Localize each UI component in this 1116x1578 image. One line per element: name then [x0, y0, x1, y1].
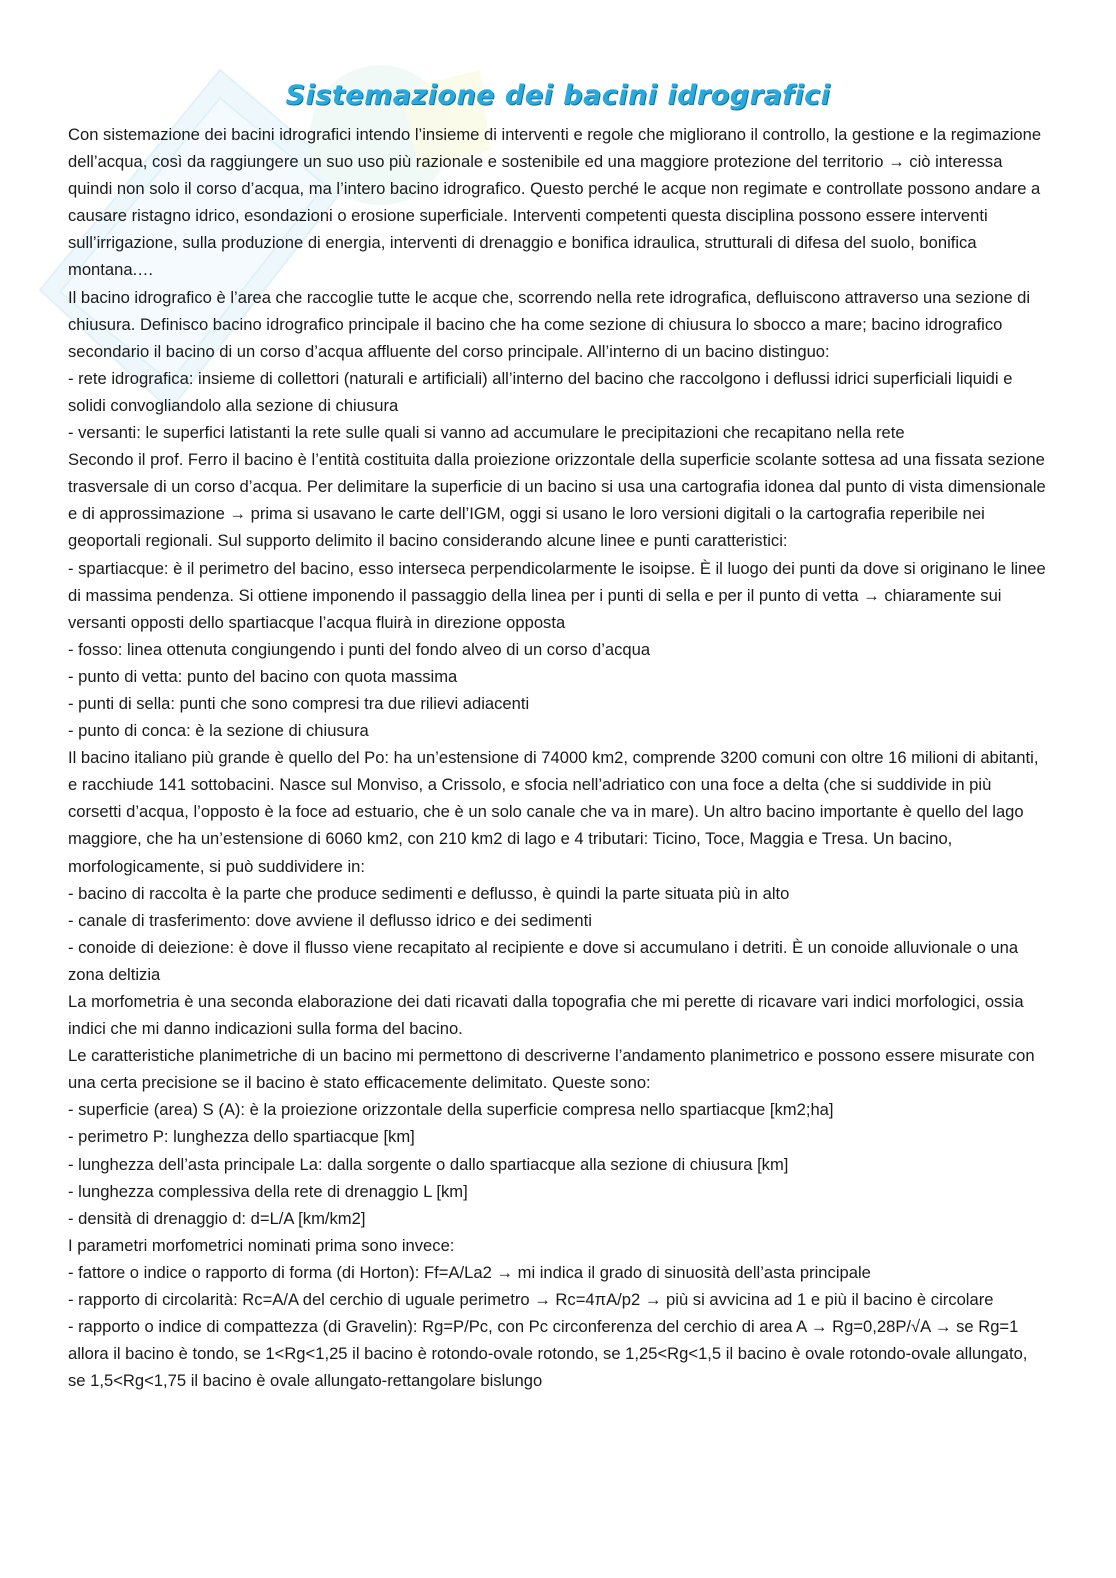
list-item: - versanti: le superfici latistanti la rete sulle quali si vanno ad accumulare le precipitazioni che recapitano nella rete: [68, 423, 905, 443]
list-item: - conoide di deiezione: è dove il flusso viene recapitato al recipiente e dove si accumulano i detriti. È un conoide alluvionale o una zona deltizia: [68, 937, 1019, 984]
list-item: - punto di vetta: punto del bacino con quota massima: [68, 666, 458, 686]
list-item: - rapporto o indice di compattezza (di Gravelin): Rg=P/Pc, con Pc circonferenza del cerchio di area A → Rg=0,28P/√A → se Rg=1 allora il bacino è tondo, se 1<Rg<1,25 il bacino è rotondo-ovale rotondo, se 1,25<Rg<1,5 il bacino è ovale rotondo-ovale allungato, se 1,5<Rg<1,75 il bacino è ovale allungato-rettangolare bislungo: [68, 1317, 1028, 1391]
paragraph: I parametri morfometrici nominati prima sono invece:: [68, 1235, 455, 1255]
paragraph: La morfometria è una seconda elaborazione dei dati ricavati dalla topografia che mi perette di ricavare vari indici morfologici, ossia indici che mi danno indicazioni sulla forma del bacino.: [68, 992, 1024, 1039]
list-item: - fattore o indice o rapporto di forma (di Horton): Ff=A/La2 → mi indica il grado di sinuosità dell’asta principale: [68, 1262, 871, 1282]
list-item: - superficie (area) S (A): è la proiezione orizzontale della superficie compresa nello spartiacque [km2;ha]: [68, 1100, 834, 1120]
list-item: - rapporto di circolarità: Rc=A/A del cerchio di uguale perimetro → Rc=4πA/p2 → più si avvicina ad 1 e più il bacino è circolare: [68, 1290, 994, 1310]
paragraph: Il bacino italiano più grande è quello del Po: ha un’estensione di 74000 km2, comprende 3200 comuni con oltre 16 milioni di abitanti, e racchiude 141 sottobacini. Nasce sul Monviso, a Crissolo, e sfocia nell’adriatico con una foce a delta (che si suddivide in più corsetti d’acqua, l’opposto è la foce ad estuario, che è un solo canale che va in mare). Un altro bacino importante è quello del lago maggiore, che ha un’estensione di 6060 km2, con 210 km2 di lago e 4 tributari: Ticino, Toce, Maggia e Tresa. Un bacino, morfologicamente, si può suddividere in:: [68, 748, 1039, 876]
list-item: - punto di conca: è la sezione di chiusura: [68, 721, 369, 741]
list-item: - lunghezza dell’asta principale La: dalla sorgente o dallo spartiacque alla sezione di chiusura [km]: [68, 1154, 789, 1174]
paragraph: Il bacino idrografico è l’area che raccoglie tutte le acque che, scorrendo nella rete idrografica, defluiscono attraverso una sezione di chiusura. Definisco bacino idrografico principale il bacino che ha come sezione di chiusura lo sbocco a mare; bacino idrografico secondario il bacino di un corso d’acqua affluente del corso principale. All’interno di un bacino distinguo:: [68, 287, 1031, 361]
list-item: - punti di sella: punti che sono compresi tra due rilievi adiacenti: [68, 693, 530, 713]
list-item: - perimetro P: lunghezza dello spartiacque [km]: [68, 1127, 415, 1147]
list-item: - rete idrografica: insieme di collettori (naturali e artificiali) all’interno del bacino che raccolgono i deflussi idrici superficiali liquidi e solidi convogliandolo alla sezione di chiusura: [68, 368, 1013, 415]
document-body: [68, 121, 1048, 1394]
document-title: Sistemazione dei bacini idrografici: [285, 80, 831, 111]
list-item: - densità di drenaggio d: d=L/A [km/km2]: [68, 1208, 366, 1228]
list-item: - lunghezza complessiva della rete di drenaggio L [km]: [68, 1181, 468, 1201]
list-item: - bacino di raccolta è la parte che produce sedimenti e deflusso, è quindi la parte situata più in alto: [68, 883, 790, 903]
paragraph: Secondo il prof. Ferro il bacino è l’entità costituita dalla proiezione orizzontale della superficie scolante sottesa ad una fissata sezione trasversale di un corso d’acqua. Per delimitare la superficie di un bacino si usa una cartografia idonea dal punto di vista dimensionale e di approssimazione → prima si usavano le carte dell’IGM, oggi si usano le loro versioni digitali o la cartografia reperibile nei geoportali regionali. Sul supporto delimito il bacino considerando alcune linee e punti caratteristici:: [68, 450, 1046, 551]
list-item: - spartiacque: è il perimetro del bacino, esso interseca perpendicolarmente le isoipse. È il luogo dei punti da dove si originano le linee di massima pendenza. Si ottiene imponendo il passaggio della linea per i punti di sella e per il punto di vetta → chiaramente sui versanti opposti dello spartiacque l’acqua fluirà in direzione opposta: [68, 558, 1046, 632]
list-item: - canale di trasferimento: dove avviene il deflusso idrico e dei sedimenti: [68, 910, 592, 930]
paragraph: Con sistemazione dei bacini idrografici intendo l’insieme di interventi e regole che migliorano il controllo, la gestione e la regimazione dell’acqua, così da raggiungere un suo uso più razionale e sostenibile ed una maggiore protezione del territorio → ciò interessa quindi non solo il corso d’acqua, ma l’intero bacino idrografico. Questo perché le acque non regimate e controllate possono andare a causare ristagno idrico, esondazioni o erosione superficiale. Interventi competenti questa disciplina possono essere interventi sull’irrigazione, sulla produzione di energia, interventi di drenaggio e bonifica idraulica, strutturali di difesa del suolo, bonifica montana.…: [68, 125, 1042, 280]
paragraph: Le caratteristiche planimetriche di un bacino mi permettono di descriverne l’andamento planimetrico e possono essere misurate con una certa precisione se il bacino è stato efficacemente delimitato. Queste sono:: [68, 1046, 1035, 1093]
document-page: [68, 80, 1048, 1394]
list-item: - fosso: linea ottenuta congiungendo i punti del fondo alveo di un corso d’acqua: [68, 639, 651, 659]
